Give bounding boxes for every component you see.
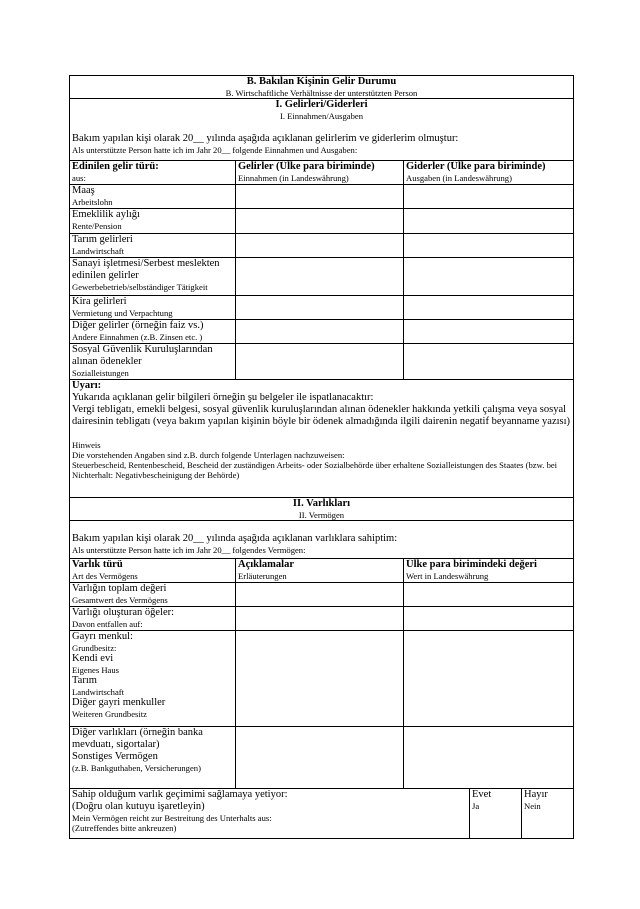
farm-label: Tarım <box>72 675 97 686</box>
sufficiency-question <box>70 789 470 839</box>
assets-col-value-label: Ülke para birimindeki değeri <box>406 559 537 570</box>
note-line1: Yukarıda açıklanan gelir bilgileri örneğin şu belgeler ile ispatlanacaktır: <box>72 392 374 403</box>
row-label-de: Andere Einnahmen (z.B. Zinsen etc. ) <box>72 332 203 342</box>
income-col-expense <box>404 161 574 185</box>
sufficiency-hint-de: (Zutreffendes bitte ankreuzen) <box>72 823 177 833</box>
note-line1-de: Die vorstehenden Angaben sind z.B. durch folgende Unterlagen nachzuweisen: <box>72 450 345 460</box>
assets-row-label <box>70 727 236 789</box>
row-label-de: Vermietung und Verpachtung <box>72 308 173 318</box>
row-label-tr: Diğer varlıkları (örneğin banka mevduatı, sigortalar) <box>72 727 203 750</box>
assets-intro-text: Bakım yapılan kişi olarak 20__ yılında aşağıda açıklanan varlıklara sahiptim: <box>72 533 398 544</box>
income-col-type-label-de: aus: <box>72 173 86 183</box>
row-label-de: Davon entfallen auf: <box>72 619 143 629</box>
income-row-label <box>70 344 236 380</box>
row-label-de: Grundbesitz: <box>72 643 117 653</box>
income-amount-cell[interactable] <box>236 258 404 296</box>
form-table <box>69 75 574 789</box>
sufficiency-hint: (Doğru olan kutuyu işaretleyin) <box>72 801 205 812</box>
income-col-type-label: Edinilen gelir türü: <box>72 161 159 172</box>
note-heading: Uyarı: <box>72 380 102 391</box>
income-col-expense-label: Giderler (Ülke para biriminde) <box>406 161 546 172</box>
income-section-header <box>70 99 574 161</box>
income-row-business <box>70 258 574 296</box>
assets-row-components <box>70 607 574 631</box>
assets-row-label <box>70 607 236 631</box>
expense-amount-cell[interactable] <box>404 258 574 296</box>
expense-amount-cell[interactable] <box>404 296 574 320</box>
income-row-label <box>70 296 236 320</box>
income-col-type <box>70 161 236 185</box>
assets-section-header <box>70 498 574 521</box>
assets-col-notes <box>236 559 404 583</box>
income-section-title: I. Gelirleri/Giderleri <box>275 99 368 110</box>
row-label-de: Rente/Pension <box>72 221 122 231</box>
assets-col-type-label: Varlık türü <box>72 559 123 570</box>
assets-notes-cell[interactable] <box>236 607 404 631</box>
expense-amount-cell[interactable] <box>404 320 574 344</box>
assets-value-cell[interactable] <box>404 583 574 607</box>
assets-col-type <box>70 559 236 583</box>
income-row-label <box>70 234 236 258</box>
row-label-tr: Kira gelirleri <box>72 296 127 307</box>
income-row-agriculture <box>70 234 574 258</box>
row-label-tr: Emeklilik aylığı <box>72 209 140 220</box>
row-label-de: Landwirtschaft <box>72 246 125 256</box>
row-label-tr: Sosyal Güvenlik Kuruluşlarından alınan ödenekler <box>72 344 213 367</box>
sufficiency-question-text: Sahip olduğum varlık geçimimi sağlamaya yetiyor: <box>72 789 288 800</box>
note-heading-de: Hinweis <box>72 440 101 450</box>
row-label-tr: Gayrı menkul: <box>72 631 133 642</box>
no-label: Hayır <box>524 789 548 800</box>
house-label: Kendi evi <box>72 653 114 664</box>
form-sheet <box>69 75 573 839</box>
expense-amount-cell[interactable] <box>404 209 574 234</box>
income-row-other <box>70 320 574 344</box>
row-label-tr: Diğer gelirler (örneğin faiz vs.) <box>72 320 204 331</box>
income-row-label <box>70 320 236 344</box>
assets-row-label <box>70 583 236 607</box>
income-intro-de: Als unterstützte Person hatte ich im Jahr 20__ folgende Einnahmen und Ausgaben: <box>72 145 358 155</box>
assets-intro <box>70 521 574 559</box>
row-label-tr: Varlığın toplam değeri <box>72 583 167 594</box>
row-label-de-note: (z.B. Bankguthaben, Versicherungen) <box>72 763 201 773</box>
yes-label: Evet <box>472 789 492 800</box>
assets-row-total <box>70 583 574 607</box>
income-col-expense-label-de: Ausgaben (in Landeswährung) <box>406 173 512 183</box>
income-row-label <box>70 185 236 209</box>
income-amount-cell[interactable] <box>236 185 404 209</box>
income-intro: Bakım yapılan kişi olarak 20__ yılında aşağıda açıklanan gelirlerim ve giderlerim olmuştur: <box>72 133 459 144</box>
yes-label-de: Ja <box>472 801 480 811</box>
farm-label-de: Landwirtschaft <box>72 687 125 697</box>
assets-col-value <box>404 559 574 583</box>
no-checkbox-cell[interactable] <box>522 789 574 839</box>
row-label-tr: Maaş <box>72 185 95 196</box>
assets-col-notes-label: Açıklamalar <box>238 559 294 570</box>
income-amount-cell[interactable] <box>236 296 404 320</box>
income-row-salary <box>70 185 574 209</box>
income-row-label <box>70 258 236 296</box>
other-real-estate-label: Diğer gayri menkuller <box>72 697 166 708</box>
row-label-de: Gesamtwert des Vermögens <box>72 595 168 605</box>
sufficiency-question-text-de: Mein Vermögen reicht zur Bestreitung des Unterhalts aus: <box>72 813 272 823</box>
evidence-note <box>70 380 574 498</box>
assets-value-cell[interactable] <box>404 631 574 727</box>
row-label-tr: Sanayi işletmesi/Serbest meslekten edinilen gelirler <box>72 258 220 281</box>
row-label-de: Gewerbebetrieb/selbständiger Tätigkeit <box>72 282 208 292</box>
form-header <box>70 76 574 99</box>
other-real-estate-label-de: Weiteren Grundbesitz <box>72 709 147 719</box>
income-amount-cell[interactable] <box>236 320 404 344</box>
assets-notes-cell[interactable] <box>236 631 404 727</box>
income-amount-cell[interactable] <box>236 209 404 234</box>
assets-row-other <box>70 727 574 789</box>
form-title: B. Bakılan Kişinin Gelir Durumu <box>246 76 397 87</box>
assets-notes-cell[interactable] <box>236 583 404 607</box>
row-label-tr: Varlığı oluşturan öğeler: <box>72 607 175 618</box>
assets-row-real-estate <box>70 631 574 727</box>
expense-amount-cell[interactable] <box>404 185 574 209</box>
assets-col-type-label-de: Art des Vermögens <box>72 571 138 581</box>
assets-value-cell[interactable] <box>404 727 574 789</box>
row-label-de: Sozialleistungen <box>72 368 129 378</box>
form-title-de: B. Wirtschaftliche Verhältnisse der unterstützten Person <box>225 88 418 98</box>
assets-section-title: II. Varlıkları <box>292 498 351 509</box>
sufficiency-table <box>69 788 574 839</box>
note-line2-de: Steuerbescheid, Rentenbescheid, Bescheid der zuständigen Arbeits- oder Sozialbehörde über erhaltene Sozialleistungen des Staates (bzw. bei Nichterhalt: Negativbescheinigung der Behörde) <box>72 460 558 480</box>
expense-amount-cell[interactable] <box>404 344 574 380</box>
note-line2: Vergi tebligatı, emekli belgesi, sosyal güvenlik kuruluşlarından alınan ödenekler hakkında yetkili çalışma veya sosyal dairesinin tebligatı (veya bakım yapılan kişinin böyle bir ödenek almadığında ilgili dairenin negatif beyanname yazısı) <box>72 404 571 427</box>
row-label-de: Arbeitslohn <box>72 197 113 207</box>
income-row-social <box>70 344 574 380</box>
income-col-income-label: Gelirler (Ülke para biriminde) <box>238 161 375 172</box>
assets-col-notes-label-de: Erläuterungen <box>238 571 287 581</box>
assets-notes-cell[interactable] <box>236 727 404 789</box>
assets-col-value-label-de: Wert in Landeswährung <box>406 571 489 581</box>
income-row-pension <box>70 209 574 234</box>
yes-checkbox-cell[interactable] <box>470 789 522 839</box>
income-section-title-de: I. Einnahmen/Ausgaben <box>279 111 364 121</box>
assets-row-label <box>70 631 236 727</box>
income-col-income-label-de: Einnahmen (in Landeswährung) <box>238 173 349 183</box>
income-row-rent <box>70 296 574 320</box>
expense-amount-cell[interactable] <box>404 234 574 258</box>
assets-section-title-de: II. Vermögen <box>298 510 345 520</box>
income-col-income <box>236 161 404 185</box>
row-label-tr: Tarım gelirleri <box>72 234 133 245</box>
income-row-label <box>70 209 236 234</box>
assets-intro-text-de: Als unterstützte Person hatte ich im Jahr 20__ folgendes Vermögen: <box>72 545 306 555</box>
assets-value-cell[interactable] <box>404 607 574 631</box>
no-label-de: Nein <box>524 801 541 811</box>
income-amount-cell[interactable] <box>236 234 404 258</box>
house-label-de: Eigenes Haus <box>72 665 120 675</box>
income-amount-cell[interactable] <box>236 344 404 380</box>
row-label-de: Sonstiges Vermögen <box>72 751 158 762</box>
